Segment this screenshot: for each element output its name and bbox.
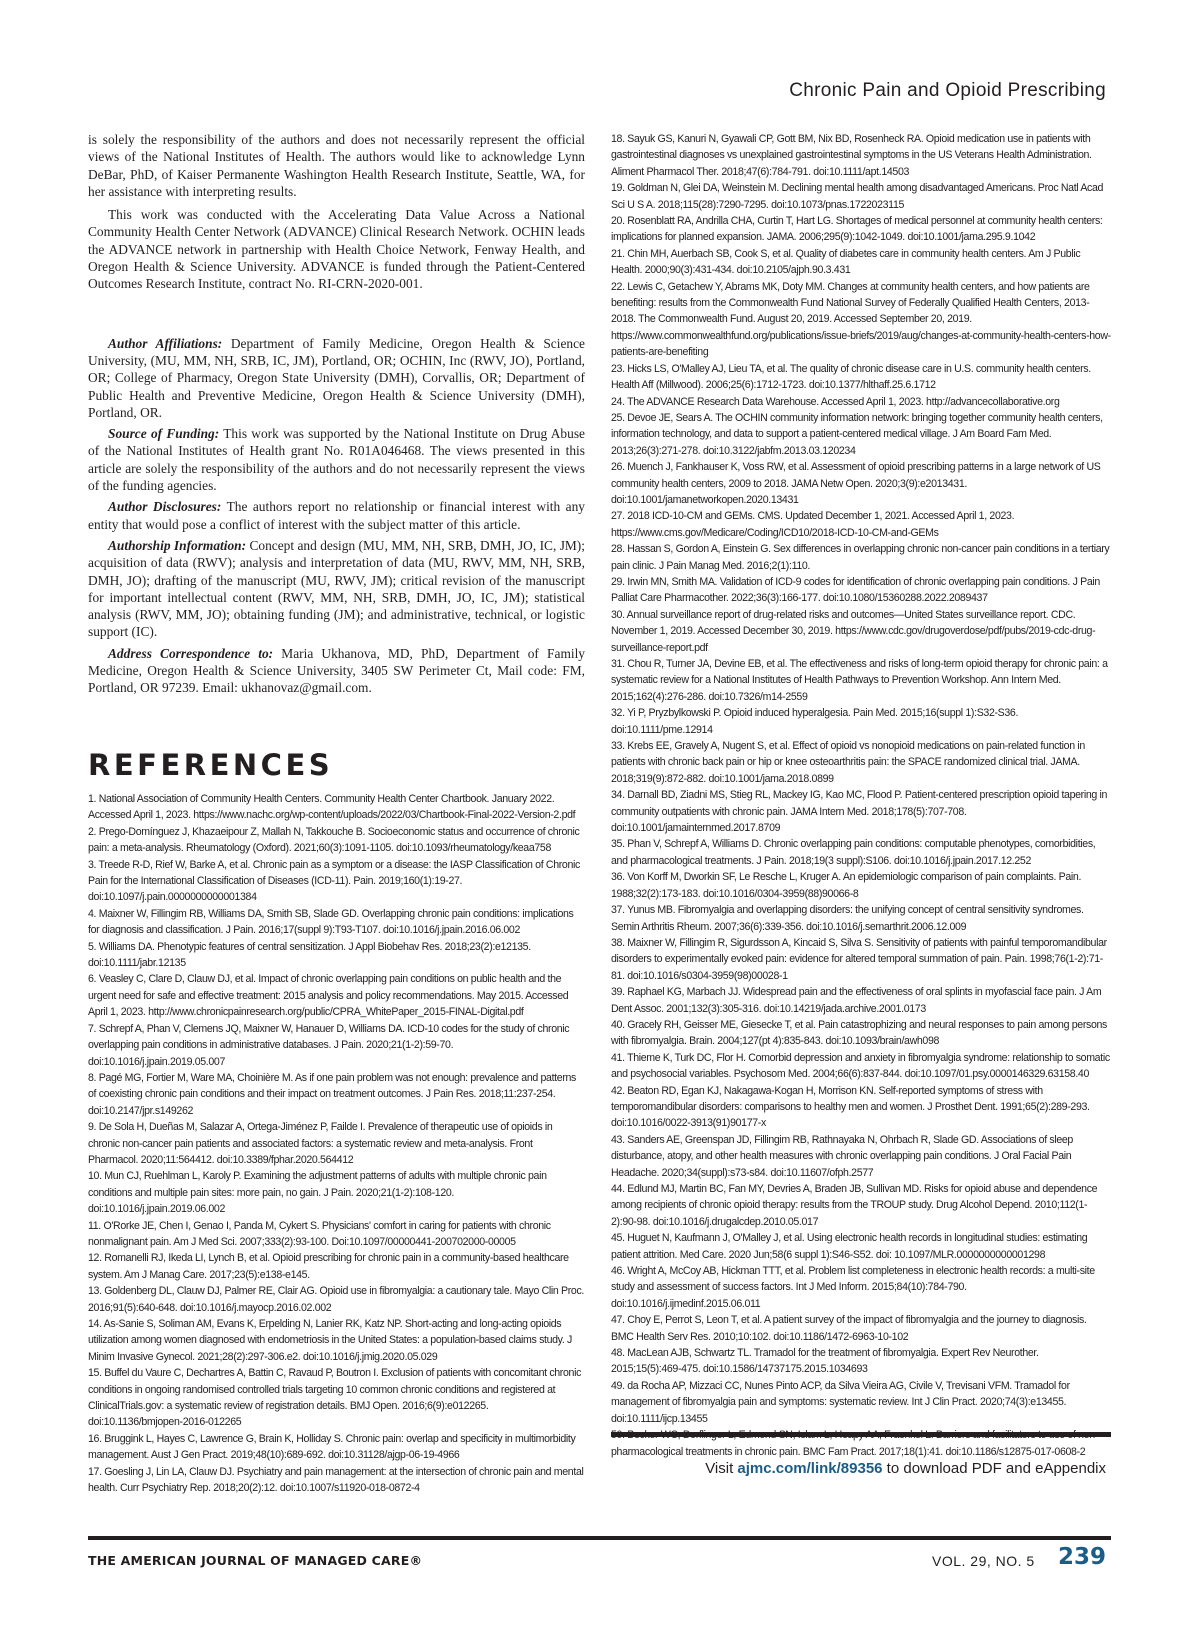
reference-item: 46. Wright A, McCoy AB, Hickman TTT, et al. Problem list completeness in electronic health records: a multi-site study and assessment of success factors. Int J Med Inform. 2015;84(10):784-790. doi:10.1016/j.ijmedinf.2015.06.011 (611, 1265, 1095, 1310)
reference-item: 32. Yi P, Pryzbylkowski P. Opioid induced hyperalgesia. Pain Med. 2015;16(suppl 1):S32-S36. doi:10.1111/pme.12914 (611, 707, 1019, 736)
reference-item: 44. Edlund MJ, Martin BC, Fan MY, Devries A, Braden JB, Sullivan MD. Risks for opioid abuse and dependence among recipients of chronic opioid therapy: results from the TROUP study. Drug Alcohol Depend. 2010;112(1-2):90-98. doi:10.1016/j.drugalcdep.2010.05.017 (611, 1183, 1098, 1228)
address-label: Address Correspondence to: (108, 645, 274, 661)
reference-item: 17. Goesling J, Lin LA, Clauw DJ. Psychiatry and pain management: at the intersection of chronic pain and mental health. Curr Psychiatry Rep. 2018;20(2):12. doi:10.1007/s11920-018-0872-4 (88, 1465, 584, 1495)
references-heading: REFERENCES (88, 748, 334, 782)
reference-item: 41. Thieme K, Turk DC, Flor H. Comorbid depression and anxiety in fibromyalgia syndrome: relationship to somatic and psychosocial variables. Psychosom Med. 2004;66(6):837-844. doi:10.1097/01.psy.0000146329.63158.40 (611, 1051, 1110, 1081)
reference-item: 21. Chin MH, Auerbach SB, Cook S, et al. Quality of diabetes care in community health centers. Am J Public Health. 2000;90(3):431-434. doi:10.2105/ajph.90.3.431 (611, 247, 1081, 277)
reference-item: 38. Maixner W, Fillingim R, Sigurdsson A, Kincaid S, Silva S. Sensitivity of patients with painful temporomandibular disorders to experimentally evoked pain: evidence for altered temporal summation of pain. Pain. 1998;76(1-2):71-81. doi:10.1016/s0304-3959(98)00028-1 (611, 936, 1107, 982)
reference-item: 48. MacLean AJB, Schwartz TL. Tramadol for the treatment of fibromyalgia. Expert Rev Neurother. 2015;15(5):469-475. doi:10.1586/14737175.2015.1034693 (611, 1347, 1039, 1376)
visit-divider (611, 1432, 1111, 1437)
address-text: Maria Ukhanova, MD, PhD, Department of Family Medicine, Oregon Health & Science University, 3405 SW Perimeter Ct, Mail code: FM, Portland, OR 97239. Email: ukhanovaz@gmail.com. (88, 645, 586, 696)
volume-issue: VOL. 29, NO. 5 (932, 1553, 1035, 1569)
running-title: Chronic Pain and Opioid Prescribing (789, 80, 1106, 101)
reference-item: 25. Devoe JE, Sears A. The OCHIN community information network: bringing together community health centers, information technology, and data to support a patient-centered medical village. J Am Board Fam Med. 2013;26(3):271-278. doi:10.3122/jabfm.2013.03.120234 (611, 411, 1103, 457)
reference-item: 14. As-Sanie S, Soliman AM, Evans K, Erpelding N, Lanier RK, Katz NP. Short-acting and long-acting opioids utilization among women diagnosed with endometriosis in the United States: a population-based claims study. J Minim Invasive Gynecol. 2021;28(2):297-306.e2. doi:10.1016/j.jmig.2020.05.029 (88, 1318, 572, 1363)
reference-item: 34. Darnall BD, Ziadni MS, Stieg RL, Mackey IG, Kao MC, Flood P. Patient-centered prescription opioid tapering in community outpatients with chronic pain. JAMA Intern Med. 2018;178(5):707-708. doi:10.1001/jamainternmed.2017.8709 (611, 789, 1108, 835)
reference-item: 33. Krebs EE, Gravely A, Nugent S, et al. Effect of opioid vs nonopioid medications on pain-related function in patients with chronic back pain or hip or knee osteoarthritis pain: the SPACE randomized clinical trial. JAMA. 2018;319(9):872-882. doi:10.1001/jama.2018.0899 (611, 740, 1085, 785)
reference-item: 2. Prego-Domínguez J, Khazaeipour Z, Mallah N, Takkouche B. Socioeconomic status and occurrence of chronic pain: a meta-analysis. Rheumatology (Oxford). 2021;60(3):1091-1105. doi:10.1093/rheumatology/keaa758 (88, 825, 580, 855)
reference-item: 8. Pagé MG, Fortier M, Ware MA, Choinière M. As if one pain problem was not enough: prevalence and patterns of coexisting chronic pain conditions and their impact on treatment outcomes. J Pain Res. 2018;11:237-254. doi:10.2147/jpr.s149262 (88, 1071, 576, 1117)
reference-item: pharmacological treatments in chronic pain. BMC Fam Pract. 2017;18(1):41. doi:10.1186/s12875-017-0608-2 (611, 1445, 1086, 1458)
reference-item: 7. Schrepf A, Phan V, Clemens JQ, Maixner W, Hanauer D, Williams DA. ICD-10 codes for the study of chronic overlapping pain conditions in administrative databases. J Pain. 2020;21(1-2):59-70. doi:10.1016/j.jpain.2019.05.007 (88, 1022, 570, 1068)
reference-item: 11. O'Rorke JE, Chen I, Genao I, Panda M, Cykert S. Physicians' comfort in caring for patients with chronic nonmalignant pain. Am J Med Sci. 2007;333(2):93-100. Doi:10.1097/00000441-200702000-00005 (88, 1219, 551, 1248)
reference-item: 35. Phan V, Schrepf A, Williams D. Chronic overlapping pain conditions: computable phenotypes, comorbidities, and pharmacological treatments. J Pain. 2018;19(3 suppl):S106. doi:10.1016/j.jpain.2017.12.252 (611, 838, 1096, 867)
reference-item: 6. Veasley C, Clare D, Clauw DJ, et al. Impact of chronic overlapping pain conditions on public health and the urgent need for safe and effective treatment: 2015 analysis and policy recommendations. May 2015. Accessed April 1, 2023. http://www.chronicpainresearch.org/public/CPRA_WhitePaper_2015-FINAL-Digital.pdf (88, 973, 569, 1019)
reference-item: 37. Yunus MB. Fibromyalgia and overlapping disorders: the unifying concept of central sensitivity syndromes. Semin Arthritis Rheum. 2007;36(6):339-356. doi:10.1016/j.semarthrit.2006.12.009 (611, 904, 1084, 933)
download-note (705, 1460, 1106, 1477)
reference-item: 42. Beaton RD, Egan KJ, Nakagawa-Kogan H, Morrison KN. Self-reported symptoms of stress with temporomandibular disorders: comparisons to healthy men and women. J Prosthet Dent. 1991;65(2):289-293. doi:10.1016/0022-3913(91)90177-x (611, 1084, 1090, 1130)
page-number: 239 (1057, 1544, 1106, 1570)
reference-item: 29. Irwin MN, Smith MA. Validation of ICD-9 codes for identification of chronic overlapping pain conditions. J Pain Palliat Care Pharmacother. 2022;36(3):166-177. doi:10.1080/15360288.2022.2089437 (611, 575, 1100, 605)
download-link[interactable]: ajmc.com/link/89356 (737, 1460, 883, 1477)
reference-item: 15. Buffel du Vaure C, Dechartres A, Battin C, Ravaud P, Boutron I. Exclusion of patients with concomitant chronic conditions in ongoing randomised controlled trials targeting 10 common chronic conditions and registered at ClinicalTrials.gov: a systematic review of registration details. BMJ Open. 2016;6(9):e012265. doi:10.1136/bmjopen-2016-012265 (88, 1367, 582, 1429)
reference-item: 22. Lewis C, Getachew Y, Abrams MK, Doty MM. Changes at community health centers, and how patients are benefiting: results from the Commonwealth Fund National Survey of Federally Qualified Health Centers, 2013-2018. The Commonwealth Fund. August 20, 2019. Accessed September 20, 2019. https://www.commonwealthfund.org/publications/issue-briefs/2019/aug/changes-at-community-health-centers-how-patients-are-benefiting (611, 280, 1111, 359)
visit-suffix: to download PDF and eAppendix (882, 1460, 1106, 1477)
reference-item: 49. da Rocha AP, Mizzaci CC, Nunes Pinto ACP, da Silva Vieira AG, Civile V, Trevisani VFM. Tramadol for management of fibromyalgia pain and symptoms: systematic review. Int J Clin Pract. 2020;74(3):e13455. doi:10.1111/ijcp.13455 (611, 1379, 1070, 1425)
reference-item: 28. Hassan S, Gordon A, Einstein G. Sex differences in overlapping chronic non-cancer pain conditions in a tertiary pain clinic. J Pain Manag Med. 2016;2(1):110. (611, 543, 1110, 572)
reference-item: 40. Gracely RH, Geisser ME, Giesecke T, et al. Pain catastrophizing and neural responses to pain among persons with fibromyalgia. Brain. 2004;127(pt 4):835-843. doi:10.1093/brain/awh098 (611, 1018, 1107, 1048)
reference-item: 10. Mun CJ, Ruehlman L, Karoly P. Examining the adjustment patterns of adults with multiple chronic pain conditions and multiple pain sites: more pain, no gain. J Pain. 2020;21(1-2):108-120. doi:10.1016/j.jpain.2019.06.002 (88, 1170, 547, 1216)
disclosures-text: The authors report no relationship or financial interest with any entity that would pose a conflict of interest with the subject matter of this article. (88, 499, 586, 532)
footer-divider (88, 1536, 1111, 1540)
reference-item: 23. Hicks LS, O'Malley AJ, Lieu TA, et al. The quality of chronic disease care in U.S. community health centers. Health Aff (Millwood). 2006;25(6):1712-1723. doi:10.1377/hlthaff.25.6.1712 (611, 362, 1091, 392)
reference-item: 30. Annual surveillance report of drug-related risks and outcomes—United States surveillance report. CDC. November 1, 2019. Accessed December 30, 2019. https://www.cdc.gov/drugoverdose/pdf/pubs/2019-cdc-drug-surveillance-report.pdf (611, 608, 1096, 654)
reference-item: 1. National Association of Community Health Centers. Community Health Center Chartbook. January 2022. Accessed April 1, 2023. https://www.nachc.org/wp-content/uploads/2022/03/Chartbook-Final-2022-Version-2.pdf (88, 793, 576, 822)
visit-prefix: Visit (705, 1460, 738, 1477)
paragraph-advance-network: This work was conducted with the Accelerating Data Value Across a National Community Health Center Network (ADVANCE) Clinical Research Network. OCHIN leads the ADVANCE network in partnership with Health Choice Network, Fenway Health, and Oregon Health & Science University. ADVANCE is funded through the Patient-Centered Outcomes Research Institute, contract No. RI-CRN-2020-001. (88, 207, 585, 292)
affiliations-text: Department of Family Medicine, Oregon Health & Science University, (MU, MM, NH, SRB, IC, JM), Portland, OR; OCHIN, Inc (RWV, JO), Portland, OR; College of Pharmacy, Oregon State University (DMH), Corvallis, OR; Department of Public Health and Preventive Medicine, Oregon Health & Science University (DMH), Portland, OR. (88, 335, 585, 420)
reference-item: 26. Muench J, Fankhauser K, Voss RW, et al. Assessment of opioid prescribing patterns in a large network of US community health centers, 2009 to 2018. JAMA Netw Open. 2020;3(9):e2013431. doi:10.1001/jamanetworkopen.2020.13431 (611, 461, 1101, 506)
authorship-information (88, 537, 585, 641)
reference-item: 31. Chou R, Turner JA, Devine EB, et al. The effectiveness and risks of long-term opioid therapy for chronic pain: a systematic review for a National Institutes of Health Pathways to Prevention Workshop. Ann Intern Med. 2015;162(4):276-286. doi:10.7326/m14-2559 (611, 658, 1108, 703)
reference-item: 18. Sayuk GS, Kanuri N, Gyawali CP, Gott BM, Nix BD, Rosenheck RA. Opioid medication use in patients with gastrointestinal diagnoses vs unexplained gastrointestinal symptoms in the US Veterans Health Administration. Aliment Pharmacol Ther. 2018;47(6):784-791. doi:10.1111/apt.14503 (611, 133, 1092, 178)
reference-item: 12. Romanelli RJ, Ikeda LI, Lynch B, et al. Opioid prescribing for chronic pain in a community-based healthcare system. Am J Manag Care. 2017;23(5):e138-e145. (88, 1252, 569, 1281)
reference-item: 5. Williams DA. Phenotypic features of central sensitization. J Appl Biobehav Res. 2018;23(2):e12135. doi:10.1111/jabr.12135 (88, 940, 531, 970)
reference-item: 36. Von Korff M, Dworkin SF, Le Resche L, Kruger A. An epidemiologic comparison of pain complaints. Pain. 1988;32(2):173-183. doi:10.1016/0304-3959(88)90066-8 (611, 871, 1082, 900)
reference-item: 20. Rosenblatt RA, Andrilla CHA, Curtin T, Hart LG. Shortages of medical personnel at community health centers: implications for planned expansion. JAMA. 2006;295(9):1042-1049. doi:10.1001/jama.295.9.1042 (611, 215, 1103, 244)
source-of-funding (88, 425, 585, 494)
authorship-label: Authorship Information: (108, 537, 247, 553)
references-list-right (611, 131, 1111, 1460)
reference-item: 13. Goldenberg DL, Clauw DJ, Palmer RE, Clair AG. Opioid use in fibromyalgia: a cautionary tale. Mayo Clin Proc. 2016;91(5):640-648. doi:10.1016/j.mayocp.2016.02.002 (88, 1285, 585, 1314)
body-text-column (88, 131, 585, 697)
reference-item: 27. 2018 ICD-10-CM and GEMs. CMS. Updated December 1, 2021. Accessed April 1, 2023. https://www.cms.gov/Medicare/Coding/ICD10/2018-ICD-10-CM-and-GEMs (611, 510, 1015, 539)
reference-item: 9. De Sola H, Dueñas M, Salazar A, Ortega-Jiménez P, Failde I. Prevalence of therapeutic use of opioids in chronic non-cancer pain patients and associated factors: a systematic review and meta-analysis. Front Pharmacol. 2020;11:564412. doi:10.3389/fphar.2020.564412 (88, 1121, 553, 1166)
reference-item: 45. Huguet N, Kaufmann J, O'Malley J, et al. Using electronic health records in longitudinal studies: estimating patient attrition. Med Care. 2020 Jun;58(6 suppl 1):S46-S52. doi: 10.1097/MLR.0000000000001298 (611, 1232, 1088, 1261)
disclosures-label: Author Disclosures: (108, 499, 222, 515)
affiliations-label: Author Affiliations: (108, 335, 223, 351)
paragraph-acknowledgment: is solely the responsibility of the authors and does not necessarily represent the official views of the National Institutes of Health. The authors would like to acknowledge Lynn DeBar, PhD, of Kaiser Permanente Washington Health Research Institute, Seattle, WA, for her assistance with interpreting results. (88, 132, 585, 199)
funding-text: This work was supported by the National Institute on Drug Abuse of the National Institutes of Health grant No. R01A046468. The views presented in this article are solely the responsibility of the authors and do not necessarily represent the views of the funding agencies. (88, 426, 585, 494)
reference-item: 39. Raphael KG, Marbach JJ. Widespread pain and the effectiveness of oral splints in myofascial face pain. J Am Dent Assoc. 2001;132(3):305-316. doi:10.14219/jada.archive.2001.0173 (611, 986, 1102, 1015)
reference-item: 19. Goldman N, Glei DA, Weinstein M. Declining mental health among disadvantaged Americans. Proc Natl Acad Sci U S A. 2018;115(28):7290-7295. doi:10.1073/pnas.1722023115 (611, 182, 1104, 211)
reference-item: 43. Sanders AE, Greenspan JD, Fillingim RB, Rathnayaka N, Ohrbach R, Slade GD. Associations of sleep disturbance, atopy, and other health measures with chronic overlapping pain conditions. J Oral Facial Pain Headache. 2020;34(suppl):s73-s84. doi:10.11607/ofph.2577 (611, 1133, 1073, 1179)
author-affiliations (88, 335, 585, 421)
authorship-text: Concept and design (MU, MM, NH, SRB, DMH, JO, IC, JM); acquisition of data (RWV); analysis and interpretation of data (MU, RWV, MM, NH, SRB, DMH, JO); drafting of the manuscript (MU, RWV, JM); critical revision of the manuscript for important intellectual content (RWV, MM, NH, SRB, DMH, JO, IC, JM); statistical analysis (RWV, MM, JO); obtaining funding (JM); and administrative, technical, or logistic support (IC). (88, 537, 585, 640)
reference-item: 47. Choy E, Perrot S, Leon T, et al. A patient survey of the impact of fibromyalgia and the journey to diagnosis. BMC Health Serv Res. 2010;10:102. doi:10.1186/1472-6963-10-102 (611, 1314, 1087, 1343)
reference-item: 3. Treede R-D, Rief W, Barke A, et al. Chronic pain as a symptom or a disease: the IASP Classification of Chronic Pain for the International Classification of Diseases (ICD-11). Pain. 2019;160(1):19-27. doi:10.1097/j.pain.0000000000001384 (88, 858, 580, 904)
author-disclosures (88, 498, 585, 533)
address-correspondence (88, 645, 585, 697)
reference-item: 24. The ADVANCE Research Data Warehouse. Accessed April 1, 2023. http://advancecollaborative.org (611, 395, 1060, 408)
journal-name: THE AMERICAN JOURNAL OF MANAGED CARE® (88, 1553, 423, 1568)
reference-item: 16. Bruggink L, Hayes C, Lawrence G, Brain K, Holliday S. Chronic pain: overlap and specificity in multimorbidity management. Aust J Gen Pract. 2019;48(10):689-692. doi:10.31128/ajgp-06-19-4966 (88, 1432, 576, 1462)
reference-item: 4. Maixner W, Fillingim RB, Williams DA, Smith SB, Slade GD. Overlapping chronic pain conditions: implications for diagnosis and classification. J Pain. 2016;17(suppl 9):T93-T107. doi:10.1016/j.jpain.2016.06.002 (88, 907, 574, 937)
funding-label: Source of Funding: (108, 426, 220, 442)
references-list-left (88, 791, 585, 1496)
